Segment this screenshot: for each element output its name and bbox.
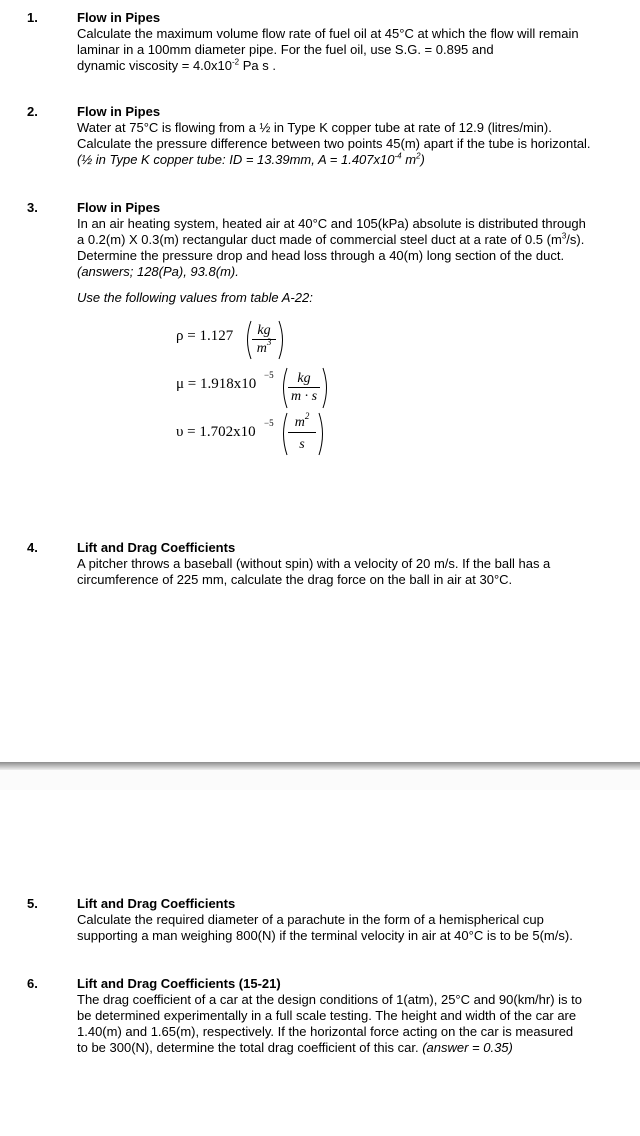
problem-line: Water at 75°C is flowing from a ½ in Type K copper tube at rate of 12.9 (litres/min). [77, 120, 552, 135]
problem-body [77, 104, 627, 168]
problem-number: 4. [27, 540, 38, 555]
problem-number: 2. [27, 104, 38, 119]
left-paren [280, 412, 288, 456]
problem-line: 1.40(m) and 1.65(m), respectively. If the horizontal force acting on the car is measured [77, 1024, 574, 1039]
problem-line: In an air heating system, heated air at 40°C and 105(kPa) absolute is distributed through [77, 216, 586, 231]
problem-line: circumference of 225 mm, calculate the drag force on the ball in air at 30°C. [77, 572, 513, 587]
nu-unit-fraction: $m^2$ s [288, 414, 316, 453]
problem-number: 6. [27, 976, 38, 991]
problem-line: a 0.2(m) X 0.3(m) rectangular duct made of commercial steel duct at a rate of 0.5 $(m^3/s)$. [77, 231, 585, 247]
left-paren [244, 320, 252, 360]
problem-line: Calculate the required diameter of a parachute in the form of a hemispherical cup [77, 912, 544, 927]
nu-exponent: −5 [264, 418, 274, 428]
problem-line: Calculate the maximum volume flow rate of fuel oil at 45°C at which the flow will remain [77, 26, 579, 41]
problem-line: to be 300(N), determine the total drag coefficient of this car. (answer = 0.35) [77, 1040, 513, 1055]
mu-equation [176, 366, 336, 410]
rho-value: ρ = 1.127 [176, 328, 234, 344]
right-paren [318, 412, 326, 456]
problem-body [77, 976, 627, 1056]
problem-title: Flow in Pipes [77, 104, 161, 119]
nu-equation [176, 410, 336, 458]
problem-title: Lift and Drag Coefficients [77, 540, 236, 555]
left-paren [280, 367, 288, 409]
rho-equation [176, 320, 316, 360]
problem-title: Flow in Pipes [77, 200, 161, 215]
problem-title: Lift and Drag Coefficients [77, 896, 236, 911]
problem-title: Flow in Pipes [77, 10, 161, 25]
problem-line: The drag coefficient of a car at the design conditions of 1(atm), 25°C and 90(km/hr) is to [77, 992, 582, 1007]
problem-note: (½ in Type K copper tube: ID = 13.39mm, $A = 1.407x10^{-4}$ $m^2$) [77, 151, 425, 167]
problem-body [77, 540, 627, 588]
mu-unit-fraction: kg m · s [288, 370, 320, 405]
problem-title: Lift and Drag Coefficients (15-21) [77, 976, 281, 991]
problem-line: Calculate the pressure difference between two points 45(m) apart if the tube is horizontal. [77, 136, 591, 151]
problem-line: dynamic viscosity = $4.0x10^{-2}$ Pa s . [77, 57, 276, 73]
problem-line: be determined experimentally in a full scale testing. The height and width of the car are [77, 1008, 577, 1023]
problem-line: laminar in a 100mm diameter pipe. For the fuel oil, use S.G. = 0.895 and [77, 42, 494, 57]
mu-value: μ = 1.918x10 [176, 376, 257, 392]
problem-answer: (answers; 128(Pa), 93.8(m). [77, 264, 239, 279]
table-note: Use the following values from table A-22: [77, 290, 313, 305]
problem-body [77, 200, 627, 306]
rho-unit-fraction: kg $m^3$ [252, 322, 276, 358]
problem-line: supporting a man weighing 800(N) if the terminal velocity in air at 40°C is to be 5(m/s). [77, 928, 573, 943]
right-paren [322, 367, 330, 409]
problem-line: Determine the pressure drop and head loss through a 40(m) long section of the duct. [77, 248, 565, 263]
mu-exponent: −5 [264, 370, 274, 380]
right-paren [278, 320, 286, 360]
nu-value: υ = 1.702x10 [176, 424, 256, 440]
problem-answer: (answer = 0.35) [422, 1040, 513, 1055]
problem-line: A pitcher throws a baseball (without spin) with a velocity of 20 m/s. If the ball has a [77, 556, 551, 571]
problem-number: 3. [27, 200, 38, 215]
page-gap [0, 770, 640, 790]
problem-body [77, 10, 627, 74]
problem-body [77, 896, 627, 944]
problem-number: 1. [27, 10, 38, 25]
page-divider [0, 762, 640, 770]
problem-number: 5. [27, 896, 38, 911]
